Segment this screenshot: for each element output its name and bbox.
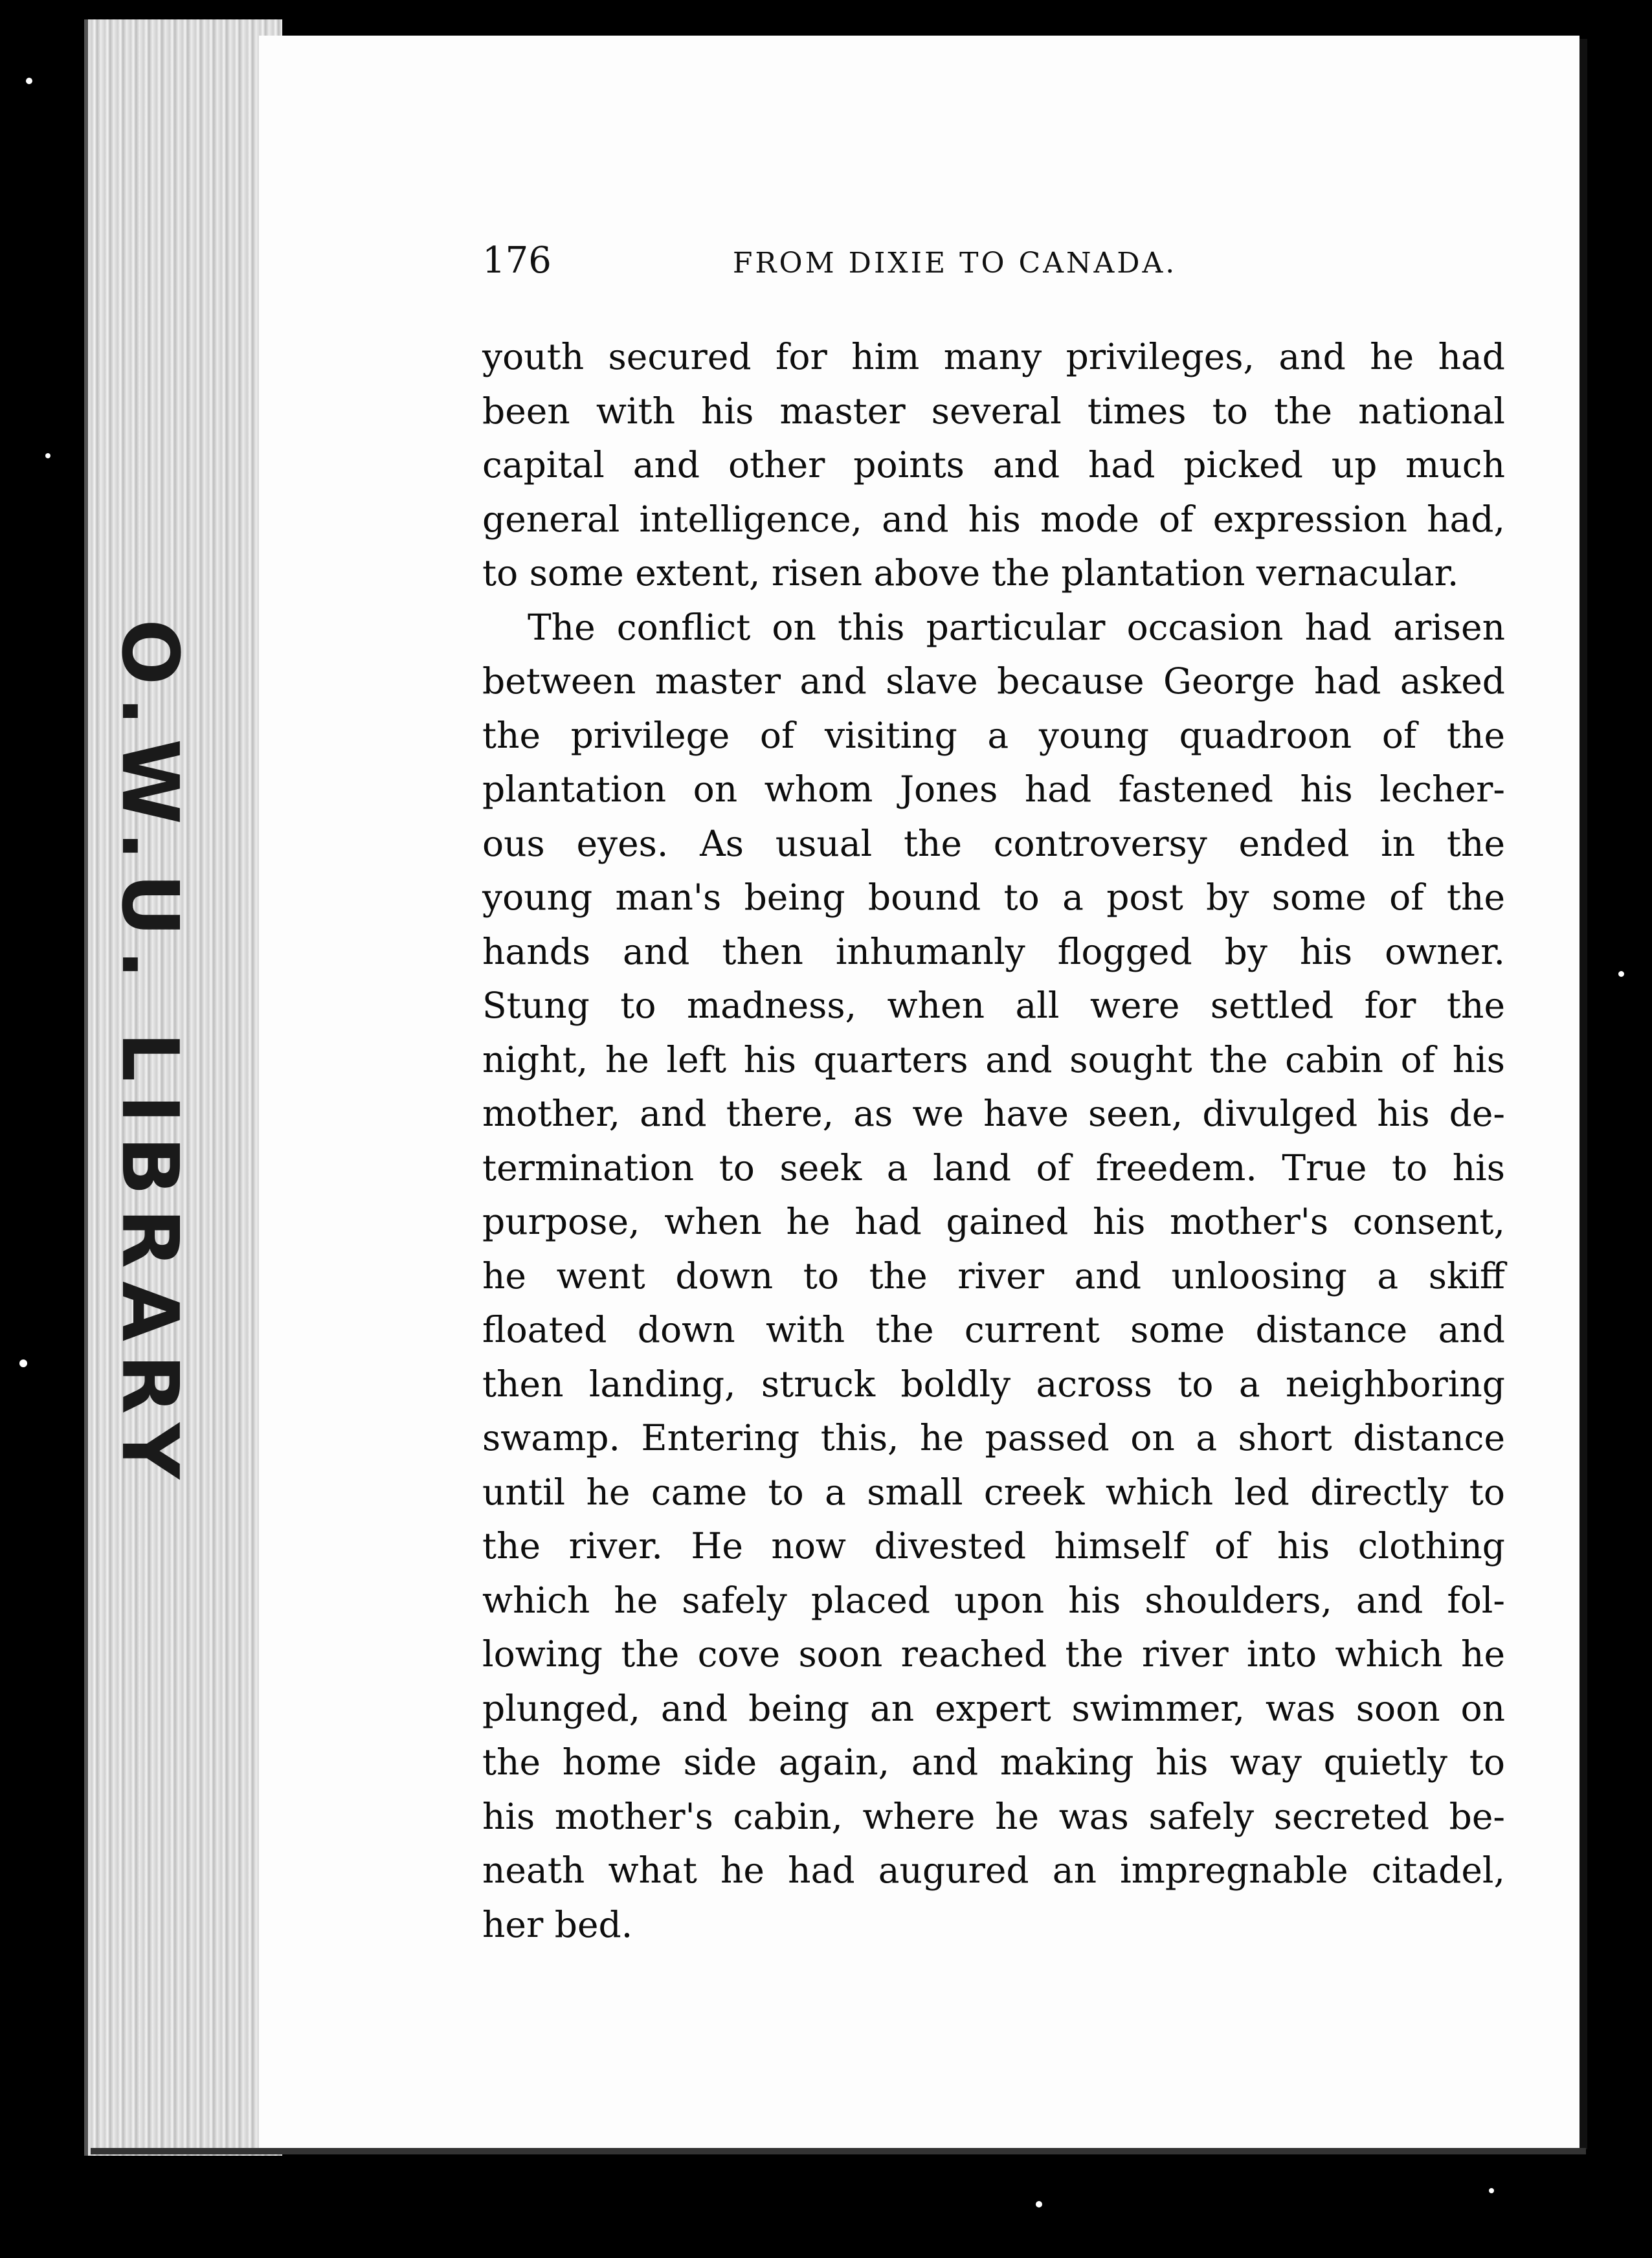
- scan-speck: [26, 78, 32, 84]
- text-line: night, he left his quarters and sought the cabin of his: [482, 1038, 1505, 1080]
- text-line: The conflict on this particular occasion had arisen: [528, 606, 1505, 648]
- body-text: [482, 330, 1505, 1952]
- text-line: been with his master several times to the national: [482, 390, 1505, 432]
- text-line: termination to seek a land of freedem. True to his: [482, 1146, 1505, 1189]
- text-line: hands and then inhumanly flogged by his owner.: [482, 930, 1505, 972]
- text-line: between master and slave because George had asked: [482, 660, 1505, 702]
- text-line: he went down to the river and unloosing a skiff: [482, 1255, 1505, 1297]
- text-line: ous eyes. As usual the controversy ended in the: [482, 822, 1505, 864]
- text-line: to some extent, risen above the plantation vernacular.: [482, 552, 1459, 594]
- facing-page-edge: [1579, 39, 1587, 2149]
- scan-speck: [45, 453, 50, 458]
- text-line: swamp. Entering this, he passed on a short distance: [482, 1417, 1505, 1459]
- text-line: the privilege of visiting a young quadroon of the: [482, 714, 1505, 756]
- text-line: youth secured for him many privileges, and he had: [482, 336, 1505, 377]
- text-line: which he safely placed upon his shoulders, and fol-: [482, 1579, 1505, 1621]
- page-bottom-edge: [91, 2148, 1586, 2154]
- text-line: the river. He now divested himself of his clothing: [482, 1525, 1505, 1567]
- text-line: his mother's cabin, where he was safely secreted be-: [482, 1795, 1505, 1837]
- page-number: 176: [482, 240, 552, 282]
- text-line: the home side again, and making his way quietly to: [482, 1741, 1505, 1783]
- scan-speck: [19, 1359, 27, 1367]
- text-line: Stung to madness, when all were settled for the: [482, 985, 1505, 1026]
- text-line: plantation on whom Jones had fastened his lecher-: [482, 768, 1505, 810]
- text-line: her bed.: [482, 1903, 633, 1945]
- text-line: until he came to a small creek which led directly to: [482, 1471, 1505, 1513]
- scan-speck: [1489, 2188, 1494, 2193]
- library-stamp-text: O.W.U. LIBRARY: [104, 618, 194, 1492]
- text-line: lowing the cove soon reached the river into which he: [482, 1633, 1505, 1675]
- running-head: [482, 240, 1505, 298]
- text-line: neath what he had augured an impregnable citadel,: [482, 1850, 1505, 1891]
- text-line: purpose, when he had gained his mother's consent,: [482, 1201, 1505, 1242]
- text-line: general intelligence, and his mode of expression had,: [482, 498, 1505, 540]
- scan-speck: [1618, 971, 1624, 977]
- text-line: then landing, struck boldly across to a neighboring: [482, 1363, 1505, 1405]
- text-line: mother, and there, as we have seen, divulged his de-: [482, 1093, 1505, 1134]
- library-stamp: [78, 602, 220, 1508]
- scan-speck: [1036, 2201, 1042, 2208]
- text-line: young man's being bound to a post by some of the: [482, 877, 1505, 918]
- text-line: plunged, and being an expert swimmer, was soon on: [482, 1687, 1505, 1729]
- text-line: capital and other points and had picked up much: [482, 444, 1505, 486]
- text-line: floated down with the current some distance and: [482, 1309, 1505, 1350]
- running-title: FROM DIXIE TO CANADA.: [732, 247, 1178, 280]
